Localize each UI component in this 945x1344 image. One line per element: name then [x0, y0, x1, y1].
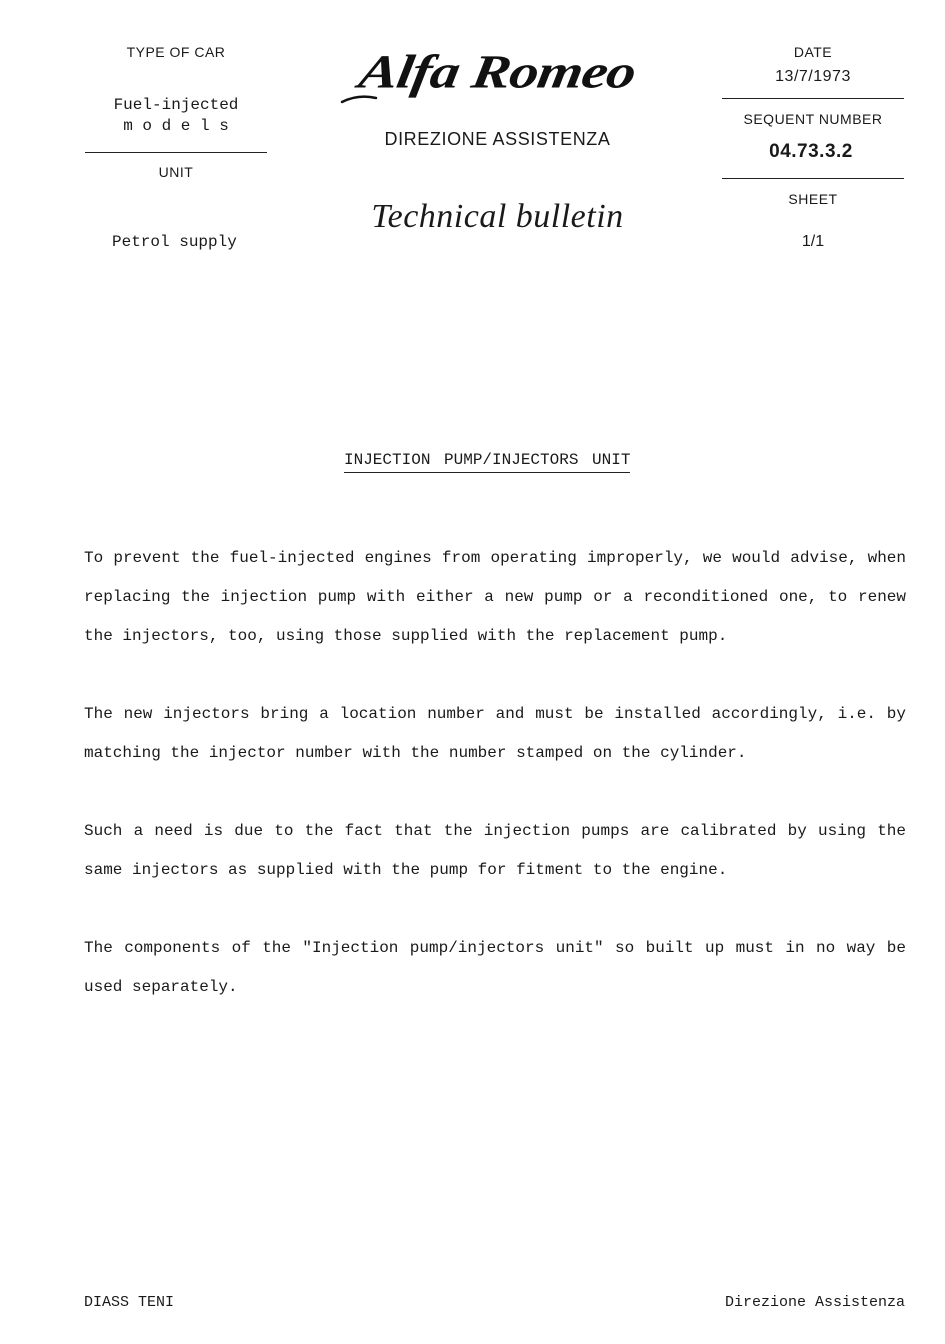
document-type: Technical bulletin: [371, 198, 624, 235]
type-of-car-value-line2: m o d e l s: [123, 117, 229, 135]
department-name: DIREZIONE ASSISTENZA: [384, 129, 611, 149]
footer-reference: DIASS TENI: [84, 1294, 175, 1311]
sequent-number-label: SEQUENT NUMBER: [743, 111, 883, 127]
paragraph-4: The components of the "Injection pump/injectors unit" so built up must in no way be used separately.: [84, 939, 906, 996]
sheet-label: SHEET: [788, 191, 838, 207]
date-label: DATE: [793, 44, 833, 60]
sequent-number-value: 04.73.3.2: [769, 141, 853, 162]
footer-department: Direzione Assistenza: [724, 1294, 905, 1311]
brand-logo-text: Alfa Romeo: [355, 44, 640, 99]
bulletin-title: INJECTION PUMP/INJECTORS UNIT: [344, 451, 630, 473]
type-of-car-value: [85, 95, 267, 137]
left-header-divider: [85, 152, 267, 153]
paragraph-2: The new injectors bring a location number and must be installed accordingly, i.e. by matching the injector number with the number stamped on the cylinder.: [84, 705, 906, 762]
paragraph-1: To prevent the fuel-injected engines from operating improperly, we would advise, when replacing the injection pump with either a new pump or a reconditioned one, to renew the injectors, too, using those supplied with the replacement pump.: [84, 549, 906, 645]
brand-swash-icon: [340, 92, 380, 106]
unit-value: Petrol supply: [112, 233, 237, 251]
date-value: 13/7/1973: [775, 68, 851, 85]
right-header-divider-2: [722, 178, 904, 179]
type-of-car-label: TYPE OF CAR: [126, 44, 226, 60]
paragraph-3: Such a need is due to the fact that the injection pumps are calibrated by using the same injectors as supplied with the pump for fitment to the engine.: [84, 822, 906, 879]
unit-label: UNIT: [158, 164, 194, 180]
right-header-divider-1: [722, 98, 904, 99]
type-of-car-value-line1: Fuel-injected: [113, 96, 239, 114]
sheet-value: 1/1: [801, 233, 825, 250]
